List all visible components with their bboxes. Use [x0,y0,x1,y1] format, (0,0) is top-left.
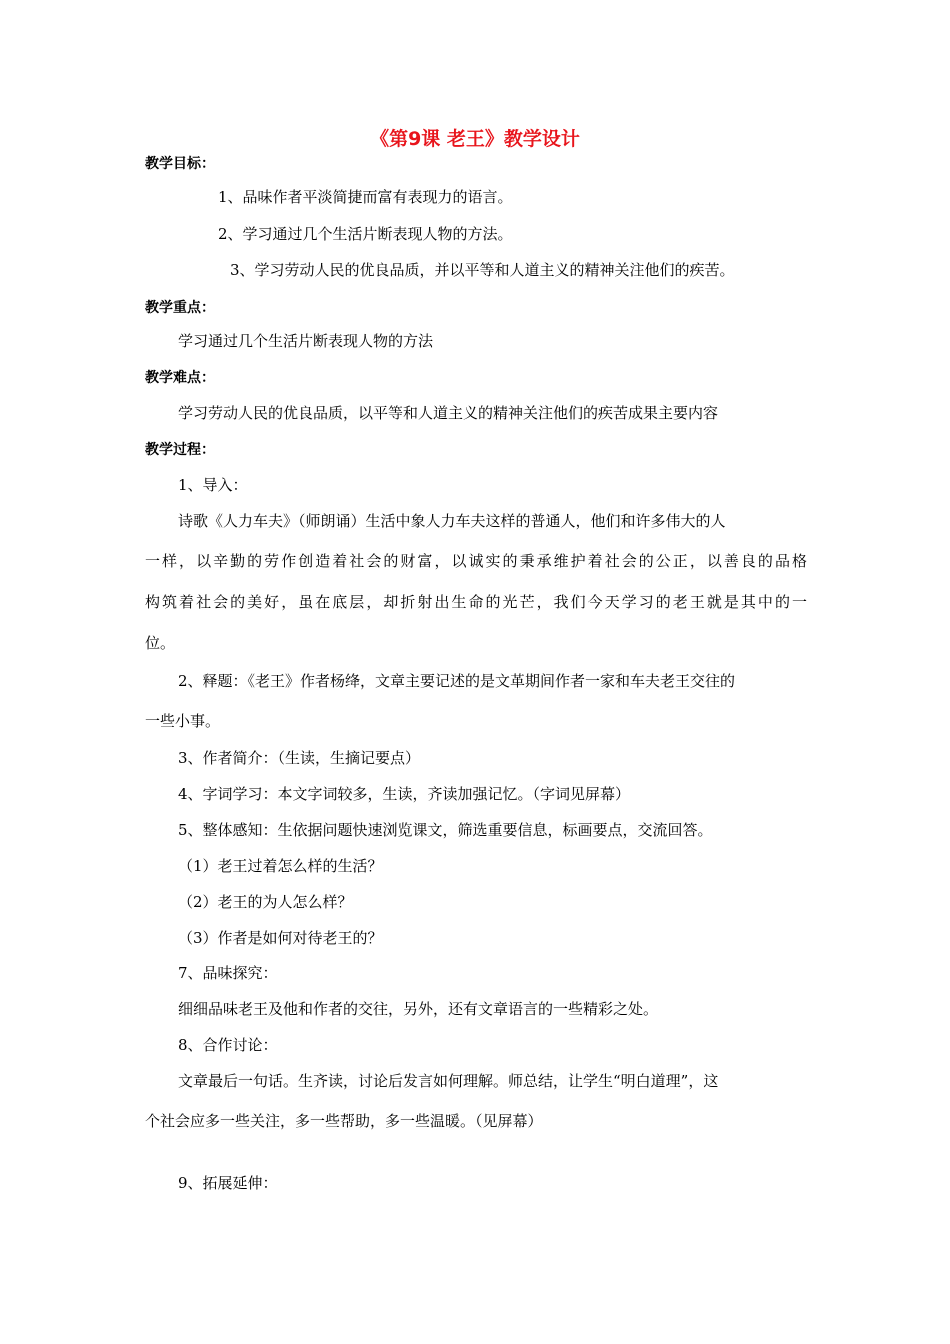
step-8-line: 文章最后一句话。生齐读，讨论后发言如何理解。师总结，让学生“明白道理”，这 [178,1072,719,1090]
step-2-line: 2、释题：《老王》作者杨绛，文章主要记述的是文革期间作者一家和车夫老王交往的 [178,672,736,690]
document-title: 《第9课 老王》教学设计 [370,128,580,150]
objective-item: 2、学习通过几个生活片断表现人物的方法。 [218,225,513,243]
key-text: 学习通过几个生活片断表现人物的方法 [178,332,434,350]
step-1-paragraph-line: 一样，以辛勤的劳作创造着社会的财富，以诚实的秉承维护着社会的公正，以善良的品格 [145,552,807,570]
difficulty-heading: 教学难点： [145,370,215,386]
step-2-line: 一些小事。 [145,712,221,730]
step-3-text: 3、作者简介：（生读，生摘记要点） [178,749,421,767]
step-5-question: （1）老王过着怎么样的生活？ [178,857,383,875]
step-5-text: 5、整体感知：生依据问题快速浏览课文，筛选重要信息，标画要点，交流回答。 [178,821,713,839]
difficulty-text: 学习劳动人民的优良品质，以平等和人道主义的精神关注他们的疾苦成果主要内容 [178,404,719,422]
step-1-label: 1、导入： [178,476,248,494]
step-1-paragraph-line: 构筑着社会的美好，虽在底层，却折射出生命的光芒，我们今天学习的老王就是其中的一 [145,593,807,611]
step-7-text: 细细品味老王及他和作者的交往，另外，还有文章语言的一些精彩之处。 [178,1000,659,1018]
step-8-line: 个社会应多一些关注，多一些帮助，多一些温暖。（见屏幕） [145,1112,543,1130]
step-8-label: 8、合作讨论： [178,1036,278,1054]
step-9-label: 9、拓展延伸： [178,1174,278,1192]
objective-item: 1、品味作者平淡简捷而富有表现力的语言。 [218,188,513,206]
objectives-heading: 教学目标： [145,156,215,172]
key-heading: 教学重点： [145,300,215,316]
step-7-label: 7、品味探究： [178,964,278,982]
step-1-paragraph-line: 诗歌《人力车夫》（师朗诵）生活中象人力车夫这样的普通人，他们和许多伟大的人 [178,512,726,530]
objective-item: 3、学习劳动人民的优良品质，并以平等和人道主义的精神关注他们的疾苦。 [230,261,735,279]
process-heading: 教学过程： [145,442,215,458]
step-5-question: （3）作者是如何对待老王的？ [178,929,383,947]
step-5-question: （2）老王的为人怎么样？ [178,893,353,911]
step-1-paragraph-line: 位。 [145,634,176,652]
step-4-text: 4、字词学习：本文字词较多，生读，齐读加强记忆。（字词见屏幕） [178,785,631,803]
